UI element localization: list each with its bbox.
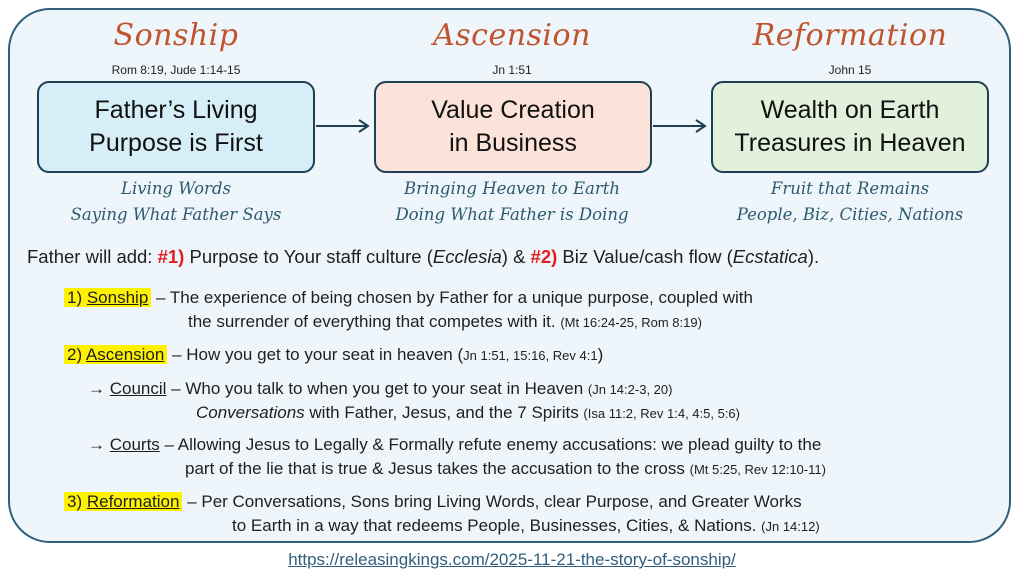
scripture-citation: (Jn 14:12) <box>761 519 820 534</box>
column-title: Reformation <box>752 18 948 53</box>
item-number: 1) <box>67 288 87 307</box>
subtitle-line: Fruit that Remains <box>770 179 930 198</box>
concept-box <box>374 81 652 173</box>
conversations-term: Conversations <box>196 403 305 422</box>
summary-prefix: Father will add: <box>27 246 158 267</box>
column-reference: Jn 1:51 <box>492 63 532 77</box>
item-label: Courts <box>109 435 160 454</box>
subtitle-line: Bringing Heaven to Earth <box>404 179 620 198</box>
ecstatica-term: Ecstatica <box>732 246 808 267</box>
definition-text: – Per Conversations, Sons bring Living Words, clear Purpose, and Greater Works <box>182 492 802 511</box>
definition-text: – The experience of being chosen by Father for a unique purpose, coupled with <box>151 288 753 307</box>
sonship-definition <box>64 286 753 310</box>
ascension-definition <box>64 343 603 368</box>
source-link[interactable]: https://releasingkings.com/2025-11-21-the-story-of-sonship/ <box>288 550 736 569</box>
summary-line <box>27 245 819 269</box>
item-label: Council <box>109 379 167 398</box>
council-definition-cont <box>196 401 740 426</box>
definition-text: – How you get to your seat in heaven ( <box>167 345 464 364</box>
box-line: Value Creation <box>431 96 595 124</box>
item-number: 3) <box>67 492 87 511</box>
column-title: Sonship <box>113 18 239 53</box>
scripture-citation: (Jn 14:2-3, 20) <box>587 382 673 397</box>
item-label: Ascension <box>85 345 165 364</box>
arrow-right-icon: → <box>88 435 110 454</box>
scripture-citation: (Isa 11:2, Rev 1:4, 4:5, 5:6) <box>583 406 740 421</box>
ecclesia-term: Ecclesia <box>432 246 502 267</box>
ascension-highlight <box>64 345 167 364</box>
definition-text: part of the lie that is true & Jesus takes the accusation to the cross <box>185 459 690 478</box>
scripture-citation: Jn 1:51, 15:16, Rev 4:1 <box>463 348 598 363</box>
definition-text: ) <box>597 345 604 364</box>
concept-box <box>37 81 315 173</box>
column-reference: Rom 8:19, Jude 1:14-15 <box>111 63 241 77</box>
definition-text: to Earth in a way that redeems People, Businesses, Cities, & Nations. <box>232 516 762 535</box>
definition-text: with Father, Jesus, and the 7 Spirits <box>304 403 584 422</box>
courts-definition-cont <box>185 457 826 482</box>
item-number: 2) <box>67 345 86 364</box>
box-line: in Business <box>449 129 577 157</box>
summary-text: ). <box>807 246 820 267</box>
number-one: #1) <box>157 246 185 267</box>
reformation-highlight <box>64 492 182 511</box>
subtitle-line: People, Biz, Cities, Nations <box>736 205 964 224</box>
column-title: Ascension <box>433 18 591 53</box>
column-reference: John 15 <box>828 63 872 77</box>
reformation-definition <box>64 490 802 514</box>
summary-text: ) & <box>501 246 531 267</box>
definition-text: – Allowing Jesus to Legally & Formally refute enemy accusations: we plead guilty to the <box>159 435 822 454</box>
summary-text: Purpose to Your staff culture ( <box>184 246 433 267</box>
arrow-right-icon <box>316 119 374 133</box>
subtitle-line: Saying What Father Says <box>70 205 282 224</box>
subtitle-line: Living Words <box>121 179 231 198</box>
column-subtitle <box>31 176 321 228</box>
arrow-right-icon: → <box>88 379 110 398</box>
box-line: Father’s Living <box>94 96 258 124</box>
sonship-highlight <box>64 288 151 307</box>
item-label: Sonship <box>86 288 149 307</box>
box-line: Wealth on Earth <box>760 96 940 124</box>
definition-text: the surrender of everything that competes with it. <box>188 312 561 331</box>
scripture-citation: (Mt 5:25, Rev 12:10-11) <box>689 462 826 477</box>
courts-definition <box>88 433 821 457</box>
item-label: Reformation <box>86 492 180 511</box>
column-subtitle <box>367 176 657 228</box>
box-line: Treasures in Heaven <box>734 129 966 157</box>
council-definition <box>88 377 672 402</box>
column-subtitle <box>705 176 995 228</box>
summary-text: Biz Value/cash flow ( <box>557 246 733 267</box>
box-line: Purpose is First <box>89 129 263 157</box>
arrow-right-icon <box>653 119 711 133</box>
subtitle-line: Doing What Father is Doing <box>395 205 629 224</box>
scripture-citation: (Mt 16:24-25, Rom 8:19) <box>560 315 702 330</box>
reformation-definition-cont <box>232 514 820 539</box>
definition-text: – Who you talk to when you get to your seat in Heaven <box>166 379 588 398</box>
sonship-definition-cont <box>188 310 702 335</box>
number-two: #2) <box>530 246 558 267</box>
concept-box <box>711 81 989 173</box>
